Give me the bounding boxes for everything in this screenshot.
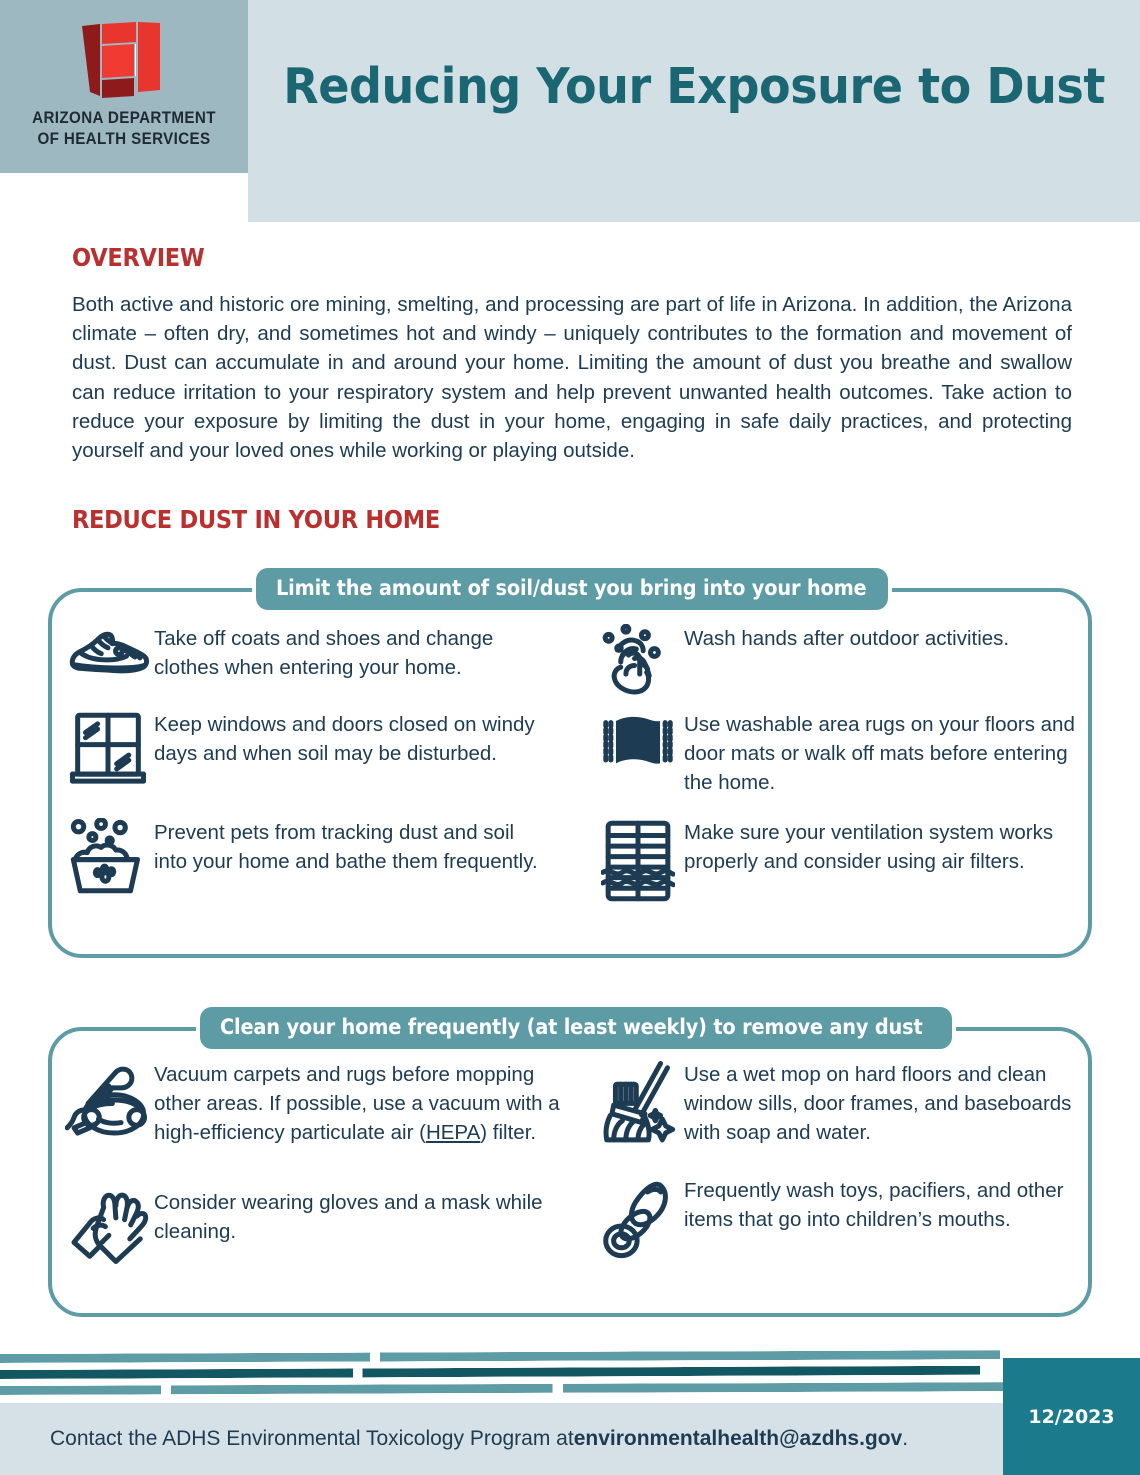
tip-pacifier-text: Frequently wash toys, pacifiers, and other items that go into children’s mouths. [684,1179,1064,1231]
overview-paragraph: Both active and historic ore mining, smelting, and processing are part of life in Arizona. In addition, the Arizona climate – often dry, and sometimes hot and windy – uniquely contributes to the formation and movement of dust. Dust can accumulate in and around your home. Limiting the amount of dust you breathe and swallow can reduce irritation to your respiratory system and help prevent unwanted health outcomes. Take action to reduce your exposure by limiting the dust in your home, engaging in safe daily practices, and protecting yourself and your loved ones while working or playing outside. [72,293,1072,463]
footer-date-text: 12/2023 [1028,1405,1115,1428]
tip-area-rug [592,710,1082,797]
tip-mop-text: Use a wet mop on hard floors and clean window sills, door frames, and baseboards with soap and water. [684,1063,1072,1144]
reduce-dust-heading [72,505,481,534]
tip-window-text: Keep windows and doors closed on windy days and when soil may be disturbed. [154,713,535,765]
tip-mop [592,1060,1092,1152]
tip-pet-bath-text: Prevent pets from tracking dust and soil into your home and bathe them frequently. [154,821,538,873]
shoes-icon [62,624,154,680]
tip-shoes [62,624,552,682]
tip-air-vent-text: Make sure your ventilation system works properly and consider using air filters. [684,821,1054,873]
page-header [0,0,1140,225]
tip-pet-bath [62,818,552,896]
tip-vacuum [62,1060,562,1147]
footer-contact [50,1403,908,1475]
washing-hands-icon [592,624,684,700]
panel1-pill [256,568,888,610]
logo-org-line2: OF HEALTH SERVICES [37,130,211,148]
area-rug-icon [592,710,684,776]
page-title-text: Reducing Your Exposure to Dust [283,58,1105,115]
panel2-pill-label: Clean your home frequently (at least weekly) to remove any dust [220,1014,923,1040]
footer-contact-prefix: Contact the ADHS Environmental Toxicology Program at [50,1427,574,1450]
tip-pacifier [592,1176,1092,1262]
tip-wash-hands [592,624,1082,700]
pacifier-icon [592,1176,684,1262]
tip-area-rug-text: Use washable area rugs on your floors and door mats or walk off mats before entering the home. [684,713,1075,794]
logo-org-line1: ARIZONA DEPARTMENT [32,109,216,127]
tip-gloves [62,1188,562,1274]
window-icon [62,710,154,788]
page-title [248,0,1140,173]
footer-rule-light-top [0,1350,1000,1363]
vacuum-icon [62,1060,154,1140]
footer-rule-dark [0,1366,980,1379]
pet-bath-icon [62,818,154,896]
tip-vacuum-text-before: Vacuum carpets and rugs before mopping other areas. If possible, use a vacuum with a high-efficiency particulate air ( [154,1063,560,1144]
footer-date-badge [1003,1358,1140,1475]
panel1-pill-label: Limit the amount of soil/dust you bring into your home [276,575,867,601]
tip-air-vent [592,818,1082,904]
tip-vacuum-text-after: ) filter. [480,1121,537,1144]
panel2-pill [200,1007,952,1049]
tip-gloves-text: Consider wearing gloves and a mask while cleaning. [154,1191,543,1243]
logo-block [0,0,248,173]
adhs-logo-icon [78,20,170,104]
footer-contact-suffix: . [902,1427,909,1450]
gloves-icon [62,1188,154,1274]
tip-vacuum-text [154,1060,562,1147]
tip-shoes-text: Take off coats and shoes and change clothes when entering your home. [154,627,494,679]
overview-heading-text: OVERVIEW [72,243,205,272]
tip-window [62,710,552,788]
logo-org-name [10,108,238,150]
air-vent-icon [592,818,684,904]
tip-vacuum-hepa: HEPA [425,1121,481,1144]
footer-contact-email[interactable]: environmentalhealth@azdhs.gov [573,1427,903,1450]
footer-rule-light-bottom [0,1382,1005,1395]
footer-decorative-rules [0,1348,1140,1400]
tip-wash-hands-text: Wash hands after outdoor activities. [684,627,1010,650]
reduce-dust-heading-text: REDUCE DUST IN YOUR HOME [72,505,441,534]
overview-heading [72,243,219,272]
mop-icon [592,1060,684,1152]
